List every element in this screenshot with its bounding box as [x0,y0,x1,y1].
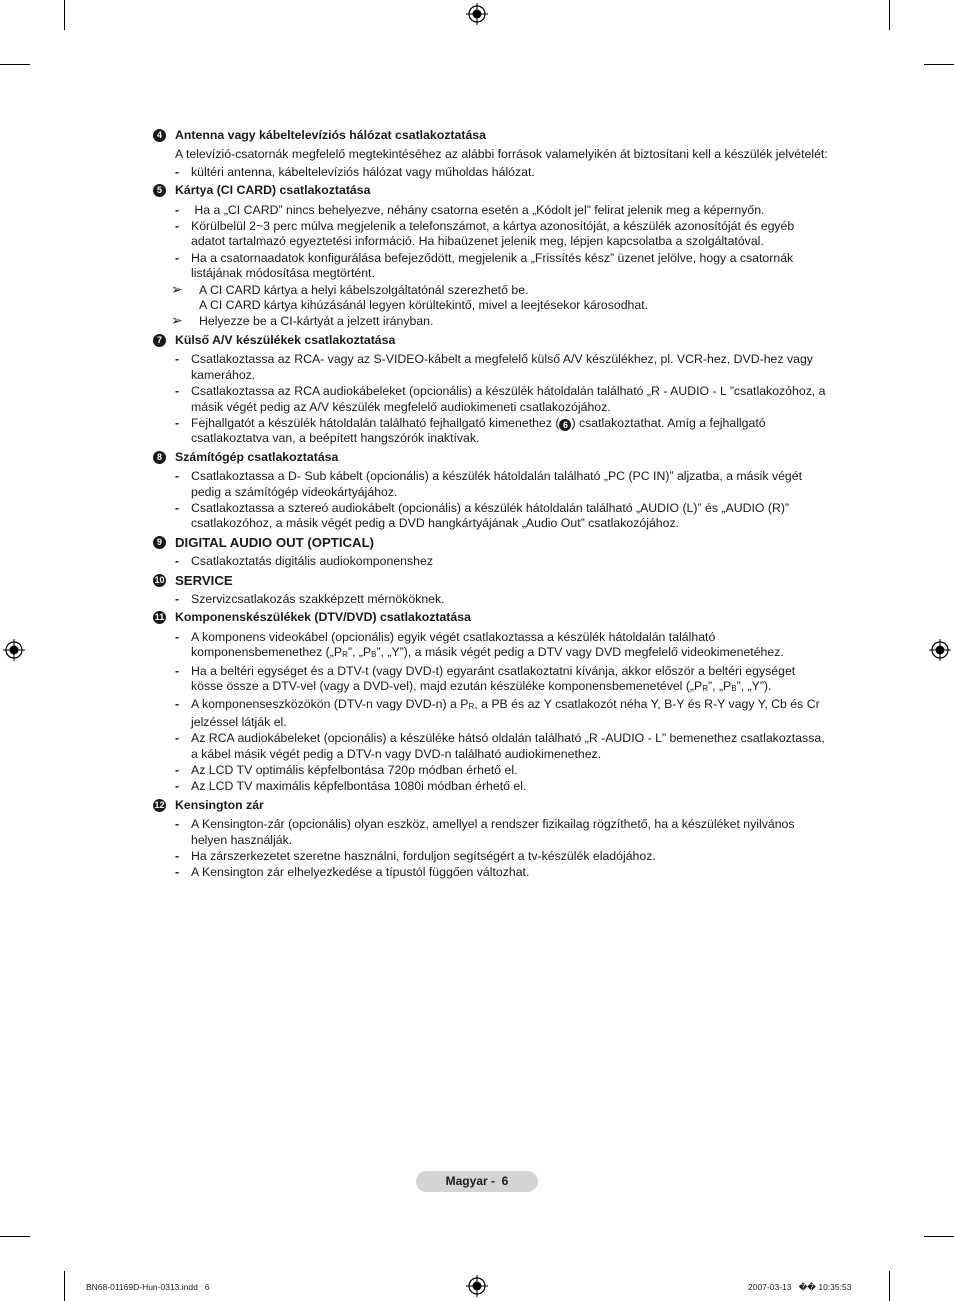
section-heading [153,798,828,813]
crop-mark [64,1271,65,1301]
text-part: ”, „Y”), a másik végét pedig a DTV vagy DVD megfelelő videokimenetéhez. [376,645,784,660]
bullet-dash: - [175,779,180,794]
list-item-text: A Kensington zár elhelyezkedése a típustól függően változhat. [191,865,530,880]
text-part: A komponenseszközökön (DTV-n vagy DVD-n) a P [191,697,469,712]
section-title: Külső A/V készülékek csatlakoztatása [175,332,396,347]
crop-mark [924,1236,954,1237]
list-item [153,219,828,250]
section-number: 5 [153,184,166,197]
bullet-dash: - [175,250,180,265]
subscript: R [342,650,348,660]
slug-timestamp: 2007-03-13 �� 10:35:53 [748,1282,852,1292]
section-antenna [153,128,828,180]
list-item [153,865,828,880]
text-part: ”, „Y”). [736,679,772,693]
list-item-text: Az LCD TV optimális képfelbontása 720p módban érhető el. [191,763,518,778]
list-item [153,731,828,762]
crop-mark [889,0,890,30]
section-service [153,573,828,608]
note-arrow-icon: ➢ [171,312,183,329]
section-number: 12 [154,799,165,810]
bullet-dash: - [175,500,180,515]
subscript: R [468,702,475,712]
bullet-dash: - [175,219,180,234]
section-number: 8 [153,451,166,464]
section-heading [153,610,828,625]
registration-mark-icon [466,1275,488,1297]
list-item-text: Csatlakoztassa az RCA audiokábeleket (opcionális) a készülék hátoldalán található „R - AUDIO - L ”csatlakozóhoz, a másik végét pedig az A/V készülék megfelelő audiokimeneti csatlakozójához. [191,384,826,414]
list-item-text: Ha a „CI CARD” nincs behelyezve, néhány csatorna esetén a „Kódolt jel” felirat jelenik meg a képernyőn. [191,202,765,217]
section-title: SERVICE [175,572,233,588]
section-title: Antenna vagy kábeltelevíziós hálózat csatlakoztatása [175,128,486,142]
bullet-dash: - [175,352,180,367]
document-body [153,128,828,884]
bullet-dash: - [175,663,180,678]
list-item [153,849,828,864]
list-item [153,501,828,532]
headphone-text-before: Fejhallgatót a készülék hátoldalán található fejhallgató kimenethez ( [191,415,560,430]
registration-mark-icon [466,3,488,25]
section-number: 9 [153,536,166,549]
list-item-text: Az LCD TV maximális képfelbontása 1080i módban érhető el. [191,779,527,794]
section-number: 4 [153,129,166,142]
crop-mark [0,64,30,65]
section-heading [153,333,828,348]
note-arrow-icon: ➢ [171,280,183,297]
slug-filename: BN68-01169D-Hun-0313.indd 6 [86,1282,210,1292]
note [153,314,828,329]
list-item [153,554,828,569]
list-item [153,384,828,415]
text-part: , a PB és az Y csatlakozót néha Y, B-Y és R-Y vagy Y, Cb és Cr jelzéssel látják el. [191,697,820,729]
section-number: 7 [153,334,166,347]
list-item-text: Az RCA audiokábeleket (opcionális) a készüléke hátsó oldalán található „R -AUDIO - L” bemenethez csatlakoztassa, a kábel másik végét pedig a DTV-n vagy DVD-n található audiokimenethez. [191,731,825,761]
list-item-text: Szervizcsatlakozás szakképzett mérnököknek. [191,591,445,606]
bullet-dash: - [175,849,180,864]
note-line: A CI CARD kártya a helyi kábelszolgáltatónál szerezhető be. [199,282,529,297]
note [153,280,828,314]
section-computer [153,450,828,532]
section-digital-audio-out [153,535,828,570]
section-component [153,610,828,794]
registration-mark-icon [929,639,951,661]
subscript: R [702,684,709,693]
section-title: Komponenskészülékek (DTV/DVD) csatlakoztatása [175,610,471,625]
list-item [153,630,828,663]
section-heading [153,183,828,198]
list-item [153,416,828,447]
section-title: Kensington zár [175,797,264,812]
section-number: 11 [154,612,165,623]
bullet-dash: - [175,554,180,569]
section-number: 10 [154,574,165,585]
inline-number: 6 [559,419,571,431]
list-item-text: Körülbelül 2~3 perc múlva megjelenik a telefonszámot, a kártya azonosítóját, a készülék azonosítóját és egyéb adatot tartalmazó egyeztetési információ. Ha hibaüzenet jelenik meg, lépjen kapcsolatba a szolgáltatóval. [191,219,795,249]
bullet-dash: - [175,469,180,484]
section-title: DIGITAL AUDIO OUT (OPTICAL) [175,534,375,550]
list-item [153,779,828,794]
paragraph: A televízió-csatornák megfelelő megtekintéséhez az alábbi források valamelyikén át biztosítani kell a készülék jelvételét: [175,147,828,162]
list-item-text: kültéri antenna, kábeltelevíziós hálózat vagy műholdas hálózat. [191,164,535,179]
bullet-dash: - [175,731,180,746]
list-item [153,817,828,848]
section-heading [153,573,828,588]
text-part: ”, „P [347,645,372,660]
section-kensington [153,798,828,881]
list-item-text: Ha a csatornaadatok konfigurálása befejeződött, megjelenik a „Frissítés kész” üzenet jelölve, hogy a csatornák listájának módosítása megtörtént. [191,250,794,281]
list-item [153,763,828,778]
crop-mark [924,64,954,65]
list-item-text: Csatlakoztassa a D- Sub kábelt (opcionális) a készülék hátoldalán található „PC (PC IN)” aljzatba, a másik végét pedig a számítógép videokártyájához. [191,469,803,499]
bullet-dash: - [175,202,180,217]
bullet-dash: - [175,415,180,430]
list-item-text: Csatlakoztatás digitális audiokomponenshez [191,554,433,569]
list-item [153,203,828,218]
section-av-devices [153,333,828,447]
list-item-text: A Kensington-zár (opcionális) olyan eszköz, amellyel a rendszer fizikailag rögzíthető, ha a készüléket nyilvános helyen használják. [191,817,795,847]
section-heading [153,128,828,143]
list-item-text: Ha zárszerkezetet szeretne használni, forduljon segítségért a tv-készülék eladójához. [191,849,656,864]
list-item [153,697,828,730]
list-item [153,251,828,282]
section-heading [153,450,828,465]
text-part: ”, „P [708,679,732,693]
list-item [153,352,828,383]
page-number-badge: Magyar - 6 [416,1171,538,1192]
text-part: Ha a beltéri egységet és a DTV-t (vagy DVD-t) egyaránt csatlakoztatni kívánja, akkor először a beltéri egységet kösse össze a DTV-vel (vagy a DVD-vel), majd ezután készüléke komponensbemenetével („P [191,663,796,693]
note-line: Helyezze be a CI-kártyát a jelzett irányban. [199,314,434,329]
bullet-dash: - [175,817,180,832]
crop-mark [0,1236,30,1237]
text-part: A komponens videokábel (opcionális) egyik végét csatlakoztassa a készülék hátoldalán található komponensbemenethez („P [191,629,716,660]
list-item-text: Csatlakoztassa az RCA- vagy az S-VIDEO-kábelt a megfelelő külső A/V készülékhez, pl. VCR-hez, DVD-hez vagy kamerához. [191,352,813,382]
list-item [153,469,828,500]
list-item [153,165,828,180]
section-title: Kártya (CI CARD) csatlakoztatása [175,183,371,198]
subscript: B [371,650,377,660]
bullet-dash: - [175,865,180,880]
bullet-dash: - [175,697,180,712]
bullet-dash: - [175,384,180,399]
bullet-dash: - [175,763,180,778]
registration-mark-icon [3,639,25,661]
bullet-dash: - [175,164,180,179]
note-line: A CI CARD kártya kihúzásánál legyen körültekintő, mivel a leejtésekor károsodhat. [199,298,649,313]
list-item [153,664,828,697]
section-heading [153,535,828,550]
section-title: Számítógép csatlakoztatása [175,449,339,464]
list-item-text: Csatlakoztassa a sztereó audiokábelt (opcionális) a készülék hátoldalán található „AUDIO (L)” és „AUDIO (R)” csatlakozóhoz, a másik végét pedig a DVD hangkártyájának „Audio Out” csatlakozójához. [191,500,790,531]
crop-mark [889,1271,890,1301]
bullet-dash: - [175,629,180,644]
headphone-text-after: ) csatlakoztathat. Amíg a fejhallgató csatlakoztatva van, a beépített hangszórók inaktívak. [191,415,766,446]
crop-mark [64,0,65,30]
list-item [153,592,828,607]
bullet-dash: - [175,591,180,606]
section-ci-card [153,183,828,330]
subscript: B [731,684,737,693]
